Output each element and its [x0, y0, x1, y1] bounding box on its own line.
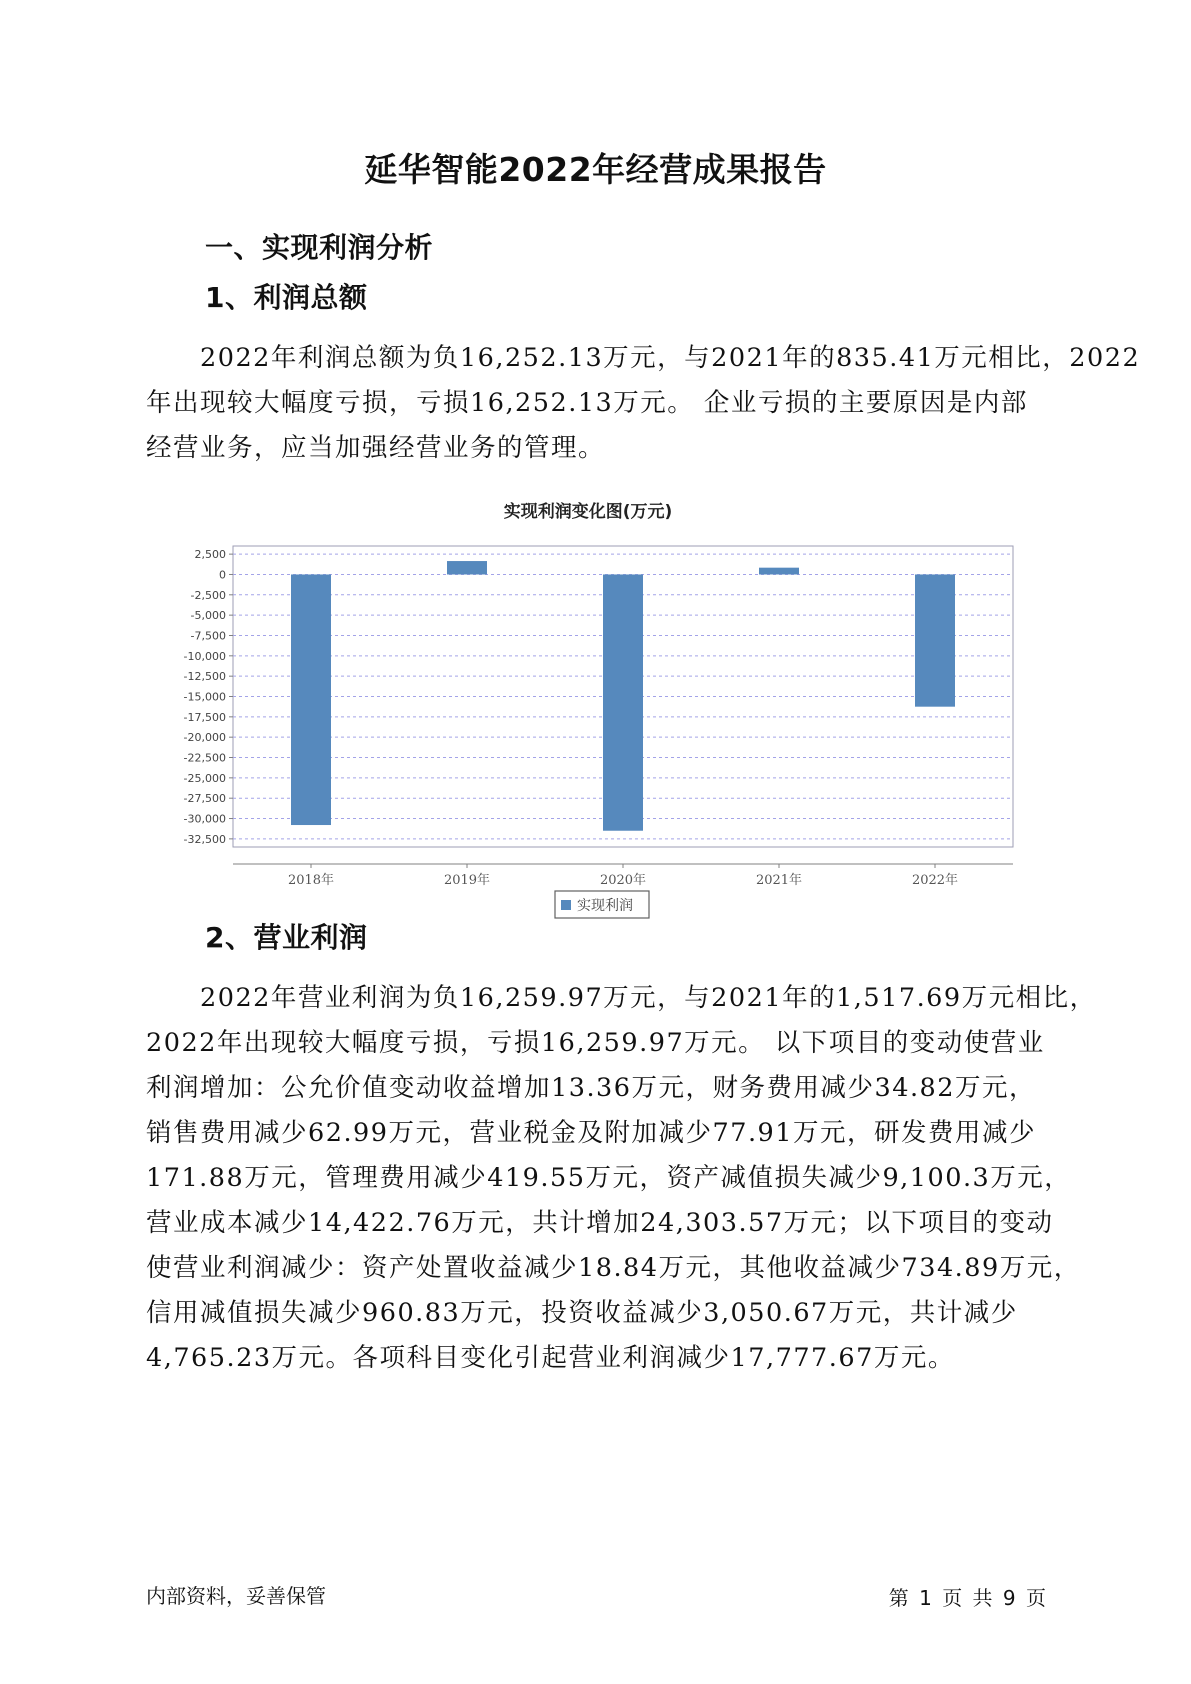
x-tick-label: 2020年: [599, 873, 647, 888]
y-tick-label: -22,500: [183, 751, 226, 765]
x-tick-label: 2018年: [287, 873, 335, 888]
bar: [291, 574, 331, 825]
bar: [759, 568, 799, 575]
footer-confidential-note: 内部资料，妥善保管: [146, 1584, 326, 1608]
y-tick-label: -10,000: [183, 649, 226, 663]
y-tick-label: -5,000: [190, 609, 226, 623]
paragraph-line: 经营业务，应当加强经营业务的管理。: [146, 433, 606, 463]
document-title: 延华智能2022年经营成果报告: [364, 150, 827, 189]
y-tick-label: -12,500: [183, 670, 226, 684]
y-tick-label: -2,500: [190, 588, 226, 602]
paragraph-line: 4,765.23万元。各项科目变化引起营业利润减少17,777.67万元。: [146, 1343, 955, 1373]
paragraph-line: 利润增加：公允价值变动收益增加13.36万元，财务费用减少34.82万元，: [146, 1073, 1037, 1103]
y-tick-label: -30,000: [183, 812, 226, 826]
paragraph-line: 2022年营业利润为负16,259.97万元，与2021年的1,517.69万元相比，: [200, 983, 1097, 1013]
y-tick-label: -32,500: [183, 832, 226, 846]
y-tick-label: -15,000: [183, 690, 226, 704]
profit-bar-chart: [150, 495, 1020, 955]
paragraph-line: 使营业利润减少：资产处置收益减少18.84万元，其他收益减少734.89万元，: [146, 1253, 1081, 1283]
y-tick-label: -17,500: [183, 710, 226, 724]
x-tick-label: 2019年: [443, 873, 491, 888]
chart-title: 实现利润变化图(万元): [503, 502, 673, 522]
operating-profit-paragraph: [146, 976, 1097, 1381]
y-tick-label: -27,500: [183, 792, 226, 806]
paragraph-line: 销售费用减少62.99万元，营业税金及附加减少77.91万元，研发费用减少: [146, 1118, 1037, 1148]
chart-legend: [555, 891, 649, 918]
paragraph-line: 2022年出现较大幅度亏损，亏损16,259.97万元。 以下项目的变动使营业: [146, 1028, 1045, 1058]
legend-label: 实现利润: [577, 898, 633, 914]
y-tick-label: -25,000: [183, 771, 226, 785]
bar: [915, 574, 955, 706]
paragraph-line: 2022年利润总额为负16,252.13万元，与2021年的835.41万元相比，2022: [200, 343, 1141, 373]
legend-swatch: [561, 900, 571, 910]
bar: [447, 561, 487, 574]
subsection-heading-operating-profit: 2、营业利润: [205, 921, 368, 954]
y-tick-label: 2,500: [194, 548, 226, 562]
y-tick-label: 0: [219, 568, 226, 582]
total-profit-paragraph: [146, 336, 1141, 471]
bar: [603, 574, 643, 830]
y-tick-label: -7,500: [190, 629, 226, 643]
section-heading-profit-analysis: 一、实现利润分析: [205, 231, 434, 264]
paragraph-line: 171.88万元，管理费用减少419.55万元，资产减值损失减少9,100.3万元，: [146, 1163, 1072, 1193]
paragraph-line: 年出现较大幅度亏损，亏损16,252.13万元。 企业亏损的主要原因是内部: [146, 388, 1028, 418]
paragraph-line: 信用减值损失减少960.83万元，投资收益减少3,050.67万元，共计减少: [146, 1298, 1018, 1328]
paragraph-line: 营业成本减少14,422.76万元，共计增加24,303.57万元；以下项目的变动: [146, 1208, 1054, 1238]
x-tick-label: 2021年: [755, 873, 803, 888]
x-tick-label: 2022年: [911, 873, 959, 888]
y-tick-label: -20,000: [183, 731, 226, 745]
footer-page-number: 第 1 页 共 9 页: [888, 1586, 1046, 1610]
subsection-heading-total-profit: 1、利润总额: [205, 281, 368, 314]
